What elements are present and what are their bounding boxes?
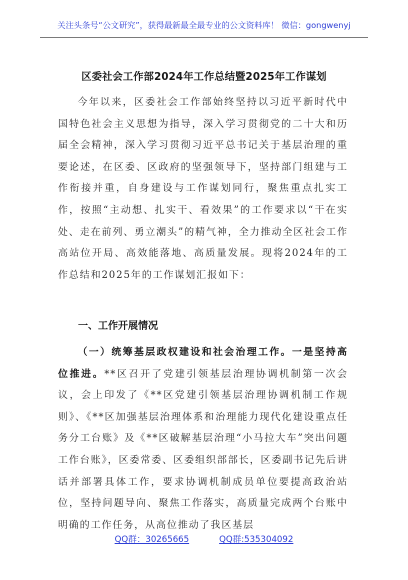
footer-qq-group-2[interactable]: QQ群:535304092 <box>219 535 294 545</box>
document-title: 区委社会工作部2024年工作总结暨2025年工作谋划 <box>81 72 327 83</box>
footer-qq-group-1[interactable]: QQ群：30265665 <box>114 535 190 545</box>
subsection-paragraph-text: **区召开了党建引领基层治理协调机制第一次会议，会上印发了《**区党建引领基层治理协调机制工作规则》、《**区加强基层治理体系和治理能力现代化建设重点任务分工台账》及《**区破解基层治理“小马拉大车”突出问题工作台账》，区委常委、区委组织部部长，区委副书记先后讲话并部署具体工作，要求协调机制成员单位要提高政治站位，坚持问题导向、聚焦工作落实，高质量完成两个台账中明确的工作任务，从高位推动了我区基层 <box>58 368 349 531</box>
section-heading-work-status: 一、工作开展情况 <box>78 321 158 332</box>
footer-contacts <box>0 533 408 545</box>
subsection-paragraph <box>58 342 348 536</box>
header-divider <box>40 37 368 38</box>
intro-paragraph: 今年以来，区委社会工作部始终坚持以习近平新时代中国特色社会主义思想为指导，深入学习贯彻党的二十大和历届全会精神，深入学习贯彻习近平总书记关于基层治理的重要论述，在区委、区政府的坚强领导下，坚持部门组建与工作衔接并重，自身建设与工作谋划同行，聚焦重点扎实工作，按照“主动想、扎实干、看效果”的工作要求以“干在实处、走在前列、勇立潮头”的精气神，全力推动全区社会工作高站位开局、高效能落地、高质量发展。现将2024年的工作总结和2025年的工作谋划汇报如下： <box>58 97 348 281</box>
header-promo-note: 关注头条号“公文研究”，获得最新最全最专业的公文资料库！ 微信：gongwenyj <box>57 20 351 30</box>
subsection-heading-bold: （一）统筹基层政权建设和社会治理工作。一是坚持高位推进。 <box>58 347 348 380</box>
